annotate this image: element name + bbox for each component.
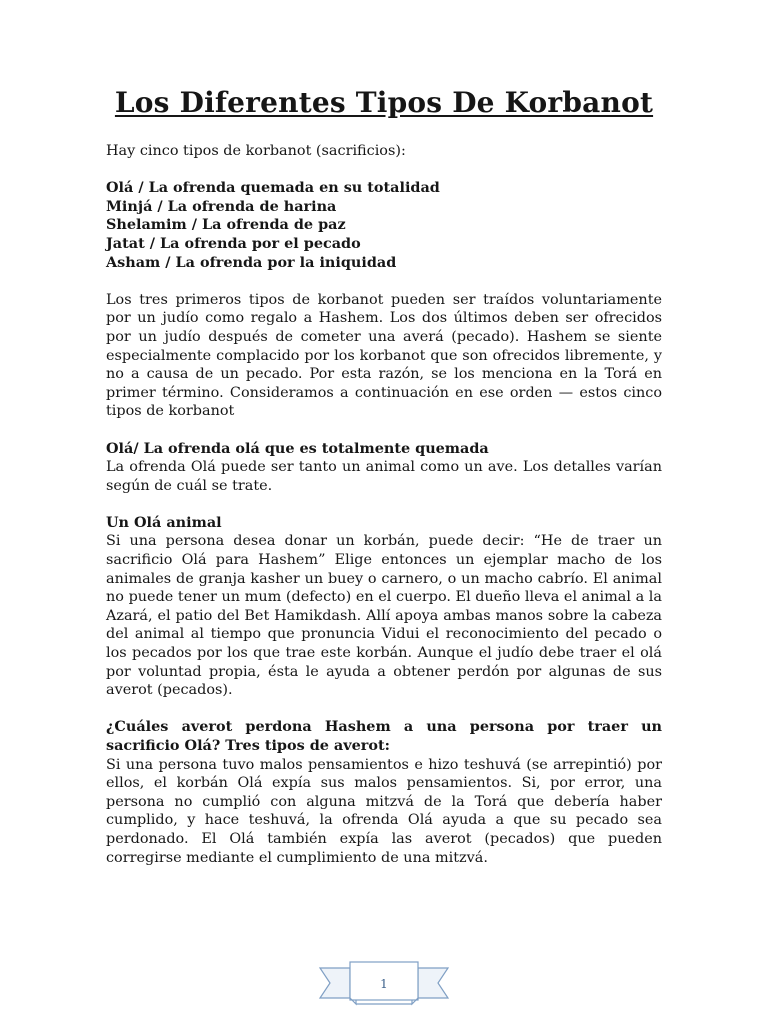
type-item-asham: Asham / La ofrenda por la iniquidad xyxy=(106,253,397,271)
spacer xyxy=(106,495,662,514)
section-heading-averot: ¿Cuáles averot perdona Hashem a una persona por traer un sacrificio Olá? Tres tipos de averot: xyxy=(106,718,662,754)
type-item-ola: Olá / La ofrenda quemada en su totalidad xyxy=(106,179,440,197)
section-heading-ola: Olá/ La ofrenda olá que es totalmente quemada xyxy=(106,439,489,457)
section-text-ola: La ofrenda Olá puede ser tanto un animal como un ave. Los detalles varían según de cuál se trate. xyxy=(106,459,662,494)
spacer xyxy=(106,700,662,719)
type-item-minja: Minjá / La ofrenda de harina xyxy=(106,197,337,215)
page-title: Los Diferentes Tipos De Korbanot xyxy=(114,86,654,119)
section-heading-ola-animal: Un Olá animal xyxy=(106,513,222,531)
intro-text: Hay cinco tipos de korbanot (sacrificios): xyxy=(106,143,406,159)
korbanot-type-list xyxy=(106,179,662,272)
document-body xyxy=(106,142,662,867)
spacer xyxy=(106,272,662,291)
spacer xyxy=(106,161,662,180)
page-number: 1 xyxy=(380,977,388,991)
type-item-shelamim: Shelamim / La ofrenda de paz xyxy=(106,216,346,234)
page-number-footer xyxy=(318,958,450,1008)
paragraph-intro: Los tres primeros tipos de korbanot pueden ser traídos voluntariamente por un judío como regalo a Hashem. Los dos últimos deben ser ofrecidos por un judío después de cometer una averá (pecado). Hashem se siente especialmente complacido por los korbanot que son ofrecidos libremente, y no a causa de un pecado. Por esta razón, se los menciona en la Torá en primer término. Consideramos a continuación en ese orden — estos cinco tipos de korbanot xyxy=(106,291,662,420)
section-text-averot: Si una persona tuvo malos pensamientos e hizo teshuvá (se arrepintió) por ellos, el korbán Olá expía sus malos pensamientos. Si, por error, una persona no cumplió con alguna mitzvá de la Torá que debería haber cumplido, y hace teshuvá, la ofrenda Olá ayuda a que su pecado sea perdonado. El Olá también expía las averot (pecados) que pueden corregirse mediante el cumplimiento de una mitzvá. xyxy=(106,756,662,866)
spacer xyxy=(106,421,662,440)
type-item-jatat: Jatat / La ofrenda por el pecado xyxy=(106,234,361,252)
section-text-ola-animal: Si una persona desea donar un korbán, puede decir: “He de traer un sacrificio Olá para Hashem” Elige entonces un ejemplar macho de los animales de granja kasher un buey o carnero, o un macho cabrío. El animal no puede tener un mum (defecto) en el cuerpo. El dueño lleva el animal a la Azará, el patio del Bet Hamikdash. Allí apoya ambas manos sobre la cabeza del animal al tiempo que pronuncia Vidui el reconocimiento del pecado o los pecados por los que trae este korbán. Aunque el judío debe traer el olá por voluntad propia, ésta le ayuda a obtener perdón por algunas de sus averot (pecados). xyxy=(106,533,662,699)
